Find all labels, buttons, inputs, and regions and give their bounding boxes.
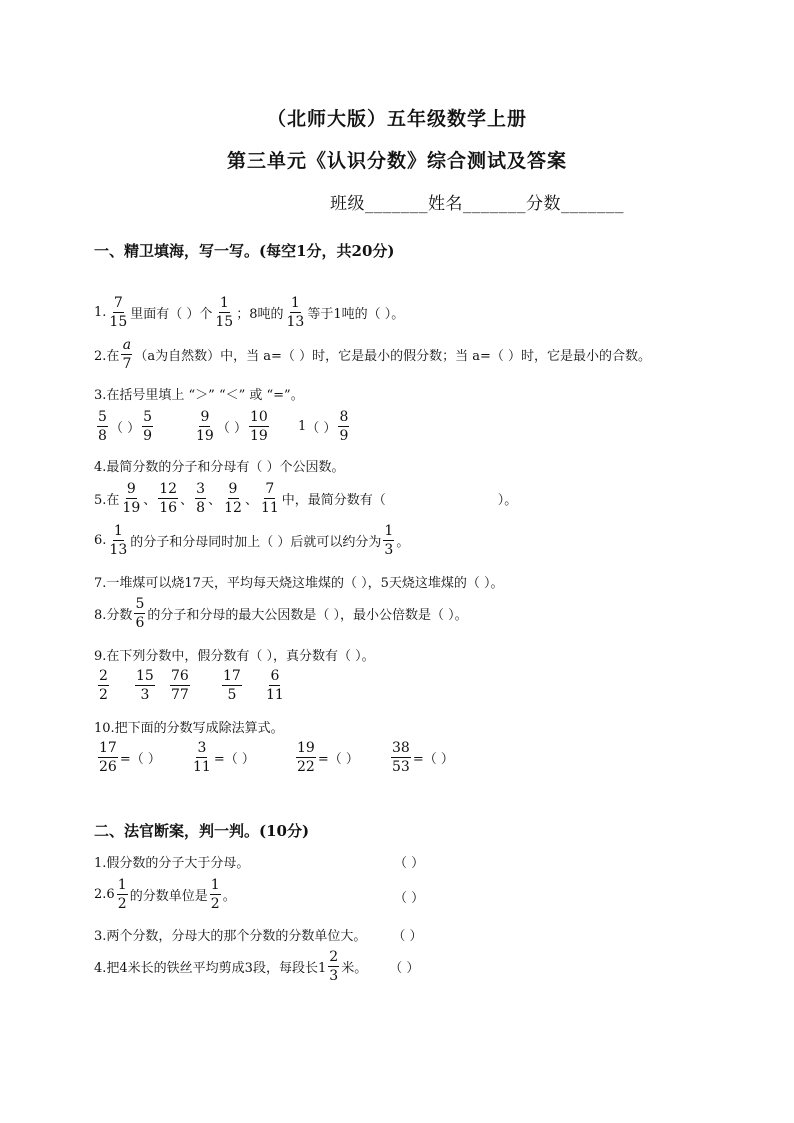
- q2-text: （a为自然数）中，当 a=（ ）时，它是最小的假分数；当 a=（ ）时，它是最小的合数。: [134, 349, 651, 364]
- question-2: [94, 338, 651, 371]
- q2-number: 2.在: [94, 349, 120, 364]
- page-title: （北师大版）五年级数学上册: [266, 108, 527, 130]
- compare-3: 1 （ ） $\frac{8}{9}$: [298, 409, 349, 444]
- question-7: 7.一堆煤可以烧17天，平均每天烧这堆煤的（ ），5天烧这堆煤的（ ）。: [94, 576, 504, 591]
- q1-text-c: 等于1吨的（ ）。: [307, 307, 405, 322]
- question-9: 9.在下列分数中，假分数有（ ），真分数有（ ）。: [94, 649, 375, 664]
- fraction: $\frac{1}{13}$: [109, 523, 128, 558]
- division-item: $\frac{38}{53}$ =（ ）: [392, 740, 454, 775]
- judge-2: 2.6 $\frac{1}{2}$ 的分数单位是 $\frac{1}{2}$ 。: [94, 877, 236, 912]
- compare-1: $\frac{5}{8}$ （ ） $\frac{5}{9}$: [98, 409, 153, 444]
- question-6: 6. $\frac{1}{13}$ 的分子和分母同时加上（ ）后就可以约分为 $\frac{1}{3}$ 。: [94, 523, 410, 558]
- question-4: 4.最简分数的分子和分母有（ ）个公因数。: [94, 460, 345, 475]
- judge-4: 4.把4米长的铁丝平均剪成3段，每段长1 $\frac{2}{3}$ 米。 （ ）: [94, 949, 420, 984]
- question-5: 5.在 $\frac{9}{19}$ 、 $\frac{12}{16}$ 、 $\frac{3}{8}$ 、 $\frac{9}{12}$ 、 $\frac{7}{11}$ 中，最简分数有（ ）。: [94, 481, 518, 516]
- fraction: $\frac{5}{6}$: [135, 596, 145, 631]
- fraction: $\frac{9}{12}$: [224, 481, 242, 516]
- question-8: 8.分数 $\frac{5}{6}$ 的分子和分母的最大公因数是（ ），最小公倍数是（ ）。: [94, 596, 468, 631]
- fraction: $\frac{12}{16}$: [159, 481, 178, 516]
- fraction: $\frac{1}{2}$: [117, 877, 127, 912]
- question-3: 3.在括号里填上 “＞” “＜” 或 “=”。: [94, 388, 304, 403]
- fraction: $\frac{7}{15}$: [109, 295, 128, 330]
- student-info-line: 班级_______姓名_______分数_______: [330, 194, 624, 214]
- question-10: 10.把下面的分数写成除法算式。: [94, 721, 284, 736]
- fraction: $\frac{3}{8}$: [196, 481, 206, 516]
- section-1-heading: 一、精卫填海，写一写。(每空1分，共20分): [94, 242, 395, 260]
- compare-2: $\frac{9}{19}$ （ ） $\frac{10}{19}$: [196, 409, 268, 444]
- q1-number: 1.: [94, 305, 107, 320]
- q1-text-b: ；8吨的: [236, 307, 284, 322]
- fraction: $\frac{1}{15}$: [215, 295, 234, 330]
- judge-2-answer: （ ）: [394, 891, 425, 906]
- judge-1-answer: （ ）: [394, 856, 425, 871]
- q1-text-a: 里面有（ ）个: [130, 307, 213, 322]
- section-2-heading: 二、法官断案，判一判。(10分): [94, 822, 310, 840]
- q9-fraction: $\frac{6}{11}$: [266, 668, 284, 703]
- question-1: [94, 296, 404, 329]
- division-item: $\frac{19}{22}$ =（ ）: [297, 740, 359, 775]
- q9-fraction: $\frac{15}{3}$: [136, 668, 154, 703]
- judge-3: 3.两个分数，分母大的那个分数的分数单位大。 （ ）: [94, 929, 423, 944]
- page-subtitle: 第三单元《认识分数》综合测试及答案: [226, 150, 567, 172]
- judge-1: 1.假分数的分子大于分母。: [94, 856, 250, 871]
- q9-fraction: $\frac{76}{77}$: [171, 668, 189, 703]
- q9-fraction: $\frac{17}{5}$: [223, 668, 241, 703]
- fraction: $\frac{1}{13}$: [286, 295, 305, 330]
- fraction: $\frac{7}{11}$: [260, 481, 279, 516]
- fraction: $\frac{1}{3}$: [384, 523, 394, 558]
- fraction: $\frac{a}{7}$: [122, 337, 132, 372]
- fraction: $\frac{9}{19}$: [122, 481, 141, 516]
- fraction: $\frac{2}{3}$: [329, 949, 339, 984]
- fraction: $\frac{1}{2}$: [210, 877, 220, 912]
- q9-fraction: $\frac{2}{2}$: [99, 668, 108, 703]
- division-item: $\frac{3}{11}$ =（ ）: [193, 740, 255, 775]
- division-item: $\frac{17}{26}$ =（ ）: [99, 740, 161, 775]
